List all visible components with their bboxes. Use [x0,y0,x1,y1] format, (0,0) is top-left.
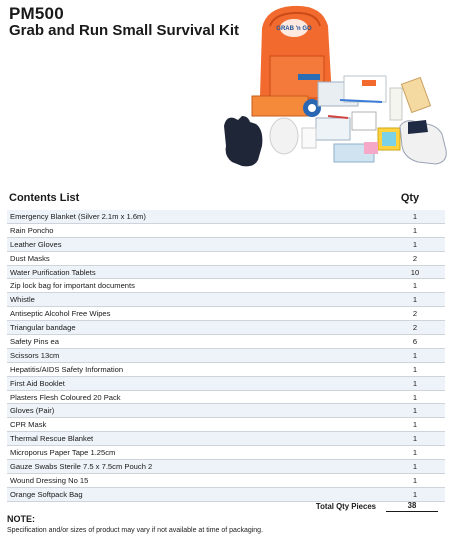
item-qty: 1 [412,239,418,249]
item-qty: 1 [412,462,418,472]
table-row [7,210,445,224]
total-label: Total Qty Pieces [315,502,376,511]
item-name: Orange Softpack Bag [10,489,83,499]
item-name: Wound Dressing No 15 [10,475,89,485]
item-qty: 1 [412,378,418,388]
table-row [7,363,445,377]
table-row [7,460,445,474]
item-name: Plasters Flesh Coloured 20 Pack [10,392,121,402]
item-qty: 2 [412,309,418,319]
item-qty: 1 [412,364,418,374]
item-name: Thermal Rescue Blanket [10,434,94,444]
table-row [7,266,445,280]
table-row [7,488,445,502]
item-qty: 1 [412,295,418,305]
item-name: Leather Gloves [10,239,62,249]
table-row [7,335,445,349]
item-qty: 2 [412,323,418,333]
item-qty: 1 [412,489,418,499]
item-qty: 1 [412,406,418,416]
item-name: Antiseptic Alcohol Free Wipes [10,309,111,319]
item-name: Rain Poncho [10,225,54,235]
table-row [7,418,445,432]
table-row [7,391,445,405]
item-name: Scissors 13cm [10,350,60,360]
list-header [9,192,430,206]
product-photo [222,0,456,178]
item-name: Gloves (Pair) [10,406,55,416]
bag-logo-text: GRAB 'n GO [276,26,312,32]
note-text: Specification and/or sizes of product may vary if not available at time of packaging. [7,527,264,534]
item-name: Triangular bandage [10,323,76,333]
item-qty: 2 [412,253,418,263]
product-title: Grab and Run Small Survival Kit [9,22,240,39]
qty-heading: Qty [400,192,420,204]
total-row [0,501,456,514]
table-row [7,404,445,418]
item-name: Gauze Swabs Sterile 7.5 x 7.5cm Pouch 2 [10,462,153,472]
contents-list-heading: Contents List [9,192,80,204]
product-code: PM500 [9,4,64,23]
product-heading [9,5,239,39]
item-name: Safety Pins ea [10,337,59,347]
item-name: Emergency Blanket (Silver 2.1m x 1.6m) [10,212,146,221]
item-name: Water Purification Tablets [10,267,96,277]
item-name: Zip lock bag for important documents [10,281,135,291]
item-qty: 1 [412,475,418,485]
table-row [7,307,445,321]
item-qty: 1 [412,448,418,458]
item-qty: 1 [412,392,418,402]
item-name: Dust Masks [10,253,50,263]
table-row [7,238,445,252]
item-qty: 6 [412,337,418,347]
item-qty: 1 [412,281,418,291]
table-row [7,377,445,391]
note-title: NOTE: [7,514,35,524]
table-row [7,224,445,238]
table-row [7,252,445,266]
item-name: CPR Mask [10,420,47,430]
table-row [7,349,445,363]
item-name: Hepatitis/AIDS Safety Information [10,364,124,374]
table-row [7,279,445,293]
contents-table [7,210,445,502]
item-name: Microporus Paper Tape 1.25cm [10,448,116,458]
table-row [7,446,445,460]
table-row [7,474,445,488]
item-qty: 1 [412,225,418,235]
item-qty: 1 [412,420,418,430]
item-qty: 1 [412,434,418,444]
item-name: Whistle [10,295,35,305]
table-row [7,321,445,335]
item-qty: 10 [410,267,420,277]
table-row [7,432,445,446]
item-qty: 1 [412,350,418,360]
table-row [7,293,445,307]
item-name: First Aid Booklet [10,378,65,388]
total-value: 38 [386,501,438,512]
item-qty: 1 [412,212,418,221]
